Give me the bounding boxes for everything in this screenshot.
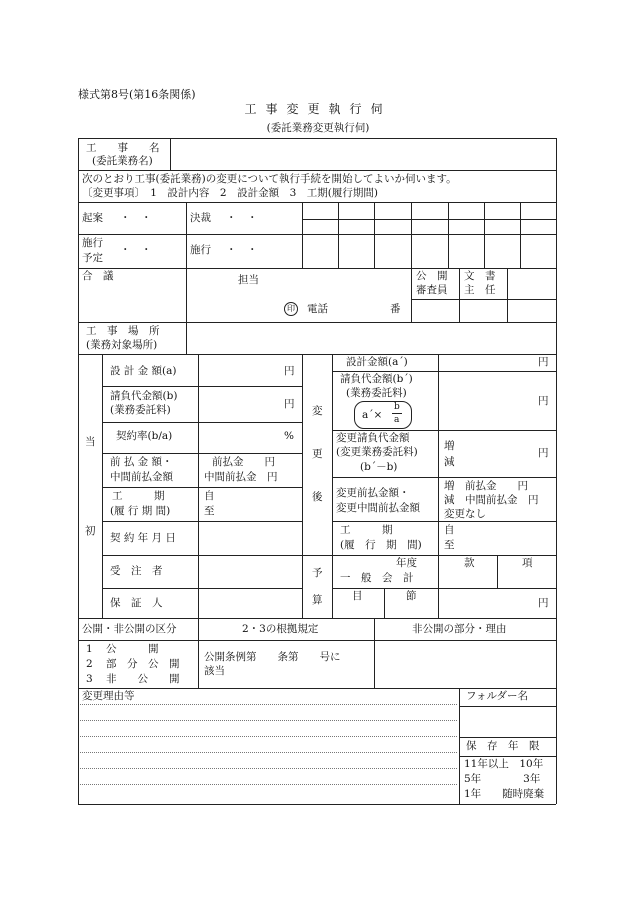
changed-side-label-3: 後 <box>312 491 323 503</box>
changed-period-label: 工 期 <box>340 524 393 536</box>
changed-period-sublabel: (履 行 期 間) <box>340 539 422 551</box>
formula-numerator: b <box>394 402 400 412</box>
advance-label: 前 払 金 額・ <box>110 456 173 468</box>
changed-contract-amount-sublabel: (業務委託料) <box>346 387 407 399</box>
ban-label: 番 <box>390 303 401 315</box>
period-label: 工 期 <box>112 490 165 502</box>
shiko-label: 施行 <box>190 244 211 256</box>
folder-name-label: フォルダー名 <box>466 690 529 702</box>
disclosure-basis-line-2: 該当 <box>204 665 225 677</box>
disclosure-opt2-label: 部 分 公 開 <box>106 658 180 670</box>
disclosure-opt1-label: 公 開 <box>106 643 159 655</box>
disclosure-reason-header: 非公開の部分・理由 <box>412 623 507 635</box>
period-from: 自 <box>204 490 215 502</box>
kian-date: ・ ・ <box>120 212 152 224</box>
location-sublabel: (業務対象場所) <box>86 339 158 351</box>
changed-design-amount-label: 設計金額(a´) <box>346 356 408 368</box>
original-side-label-1: 当 <box>85 436 96 448</box>
advance-value-1: 前払金 円 <box>212 456 275 468</box>
changed-period-to: 至 <box>444 539 455 551</box>
bunsho-label: 文 書 <box>464 270 496 282</box>
budget-kan: 款 <box>464 557 475 569</box>
project-name-label: 工 事 名 <box>86 142 160 154</box>
contract-amount-label: 請負代金額(b) <box>110 390 178 402</box>
kokai-shinsa-label: 公 開 <box>416 270 448 282</box>
contract-rate-percent: % <box>284 430 294 442</box>
changed-design-amount-yen: 円 <box>538 356 549 368</box>
tanto-label: 担当 <box>238 274 259 286</box>
changed-advance-decrease: 減 中間前払金 円 <box>444 494 539 506</box>
seal-icon: 印 <box>284 302 298 316</box>
form-number: 様式第8号(第16条関係) <box>78 88 196 101</box>
changed-contract-diff-label: 変更請負代金額 <box>336 432 410 444</box>
disclosure-opt3-num: 3 <box>86 673 93 685</box>
original-side-label-2: 初 <box>85 525 96 537</box>
disclosure-opt2-num: 2 <box>86 658 93 670</box>
change-reason-label: 変更理由等 <box>82 690 135 702</box>
design-amount-label: 設 計 金 額(a) <box>110 365 177 377</box>
disclosure-basis-header: 2・3の根拠規定 <box>242 623 319 635</box>
formula-denominator: a <box>394 415 400 425</box>
changed-contract-amount-label: 請負代金額(b´) <box>340 373 413 385</box>
changed-contract-diff-yen: 円 <box>538 447 549 459</box>
period-to: 至 <box>204 505 215 517</box>
contract-amount-yen: 円 <box>284 398 295 410</box>
changed-contract-amount-yen: 円 <box>538 395 549 407</box>
contractor-label: 受 注 者 <box>110 565 163 577</box>
kessai-date: ・ ・ <box>226 212 258 224</box>
guarantor-label: 保 証 人 <box>110 597 163 609</box>
changed-side-label-1: 変 <box>312 405 323 417</box>
budget-setsu: 節 <box>406 590 417 602</box>
changed-advance-no-change: 変更なし <box>444 508 486 520</box>
disclosure-basis-line-1: 公開条例第 条第 号に <box>204 651 341 663</box>
changed-contract-diff-sublabel: (変更業務委託料) <box>336 446 418 458</box>
phone-label: 電話 <box>307 303 328 315</box>
shiko-yotei-label2: 予定 <box>82 252 103 264</box>
changed-advance-label: 変更前払金額・ <box>336 487 410 499</box>
project-name-sublabel: (委託業務名) <box>92 155 153 167</box>
shiko-yotei-label: 施行 <box>82 237 103 249</box>
location-label: 工 事 場 所 <box>86 325 160 337</box>
disclosure-opt1-num: 1 <box>86 643 93 655</box>
shiko-date: ・ ・ <box>226 244 258 256</box>
contract-amount-sublabel: (業務委託料) <box>110 404 171 416</box>
changed-advance-sublabel: 変更中間前払金額 <box>336 502 420 514</box>
changed-side-label-2: 更 <box>312 448 323 460</box>
changed-contract-diff-formula: (b´－b) <box>360 461 398 473</box>
advance-sublabel: 中間前払金額 <box>110 471 173 483</box>
kian-label: 起案 <box>82 212 103 224</box>
design-amount-yen: 円 <box>284 365 295 377</box>
budget-yen: 円 <box>538 597 549 609</box>
gougi-label: 合 議 <box>82 270 114 282</box>
budget-general-account: 一 般 会 計 <box>340 572 414 584</box>
budget-moku: 目 <box>352 590 363 602</box>
decrease-label: 減 <box>444 456 455 468</box>
budget-side-label-2: 算 <box>312 594 323 606</box>
kokai-shinsa-label2: 審査員 <box>416 284 448 296</box>
contract-date-label: 契 約 年 月 日 <box>110 532 176 544</box>
changed-advance-increase: 増 前払金 円 <box>444 480 528 492</box>
change-items-text: 〔変更事項〕 1 設計内容 2 設計金額 3 工期(履行期間) <box>82 187 378 199</box>
disclosure-opt3-label: 非 公 開 <box>106 673 180 685</box>
intro-text: 次のとおり工事(委託業務)の変更について執行手続を開始してよいか伺います。 <box>82 173 457 185</box>
formula-a-prime: a´× <box>362 409 383 421</box>
kessai-label: 決裁 <box>190 212 211 224</box>
bunsho-label2: 主 任 <box>464 284 496 296</box>
retention-option-3: 1年 随時廃棄 <box>464 788 545 800</box>
form-title: 工事変更執行伺 <box>244 102 392 116</box>
budget-kou: 項 <box>522 557 533 569</box>
budget-side-label-1: 予 <box>312 567 323 579</box>
changed-period-from: 自 <box>444 524 455 536</box>
shiko-yotei-date: ・ ・ <box>120 244 152 256</box>
form-subtitle: (委託業務変更執行伺) <box>266 122 370 134</box>
advance-value-2: 中間前払金 円 <box>204 471 278 483</box>
increase-label: 増 <box>444 440 455 452</box>
retention-label: 保 存 年 限 <box>466 740 540 752</box>
retention-option-2: 5年 3年 <box>464 773 541 785</box>
contract-rate-label: 契約率(b/a) <box>116 430 173 442</box>
disclosure-category-header: 公開・非公開の区分 <box>82 623 177 635</box>
budget-year: 年度 <box>396 557 417 569</box>
retention-option-1: 11年以上 10年 <box>464 758 544 770</box>
period-sublabel: (履 行 期 間) <box>110 505 171 517</box>
